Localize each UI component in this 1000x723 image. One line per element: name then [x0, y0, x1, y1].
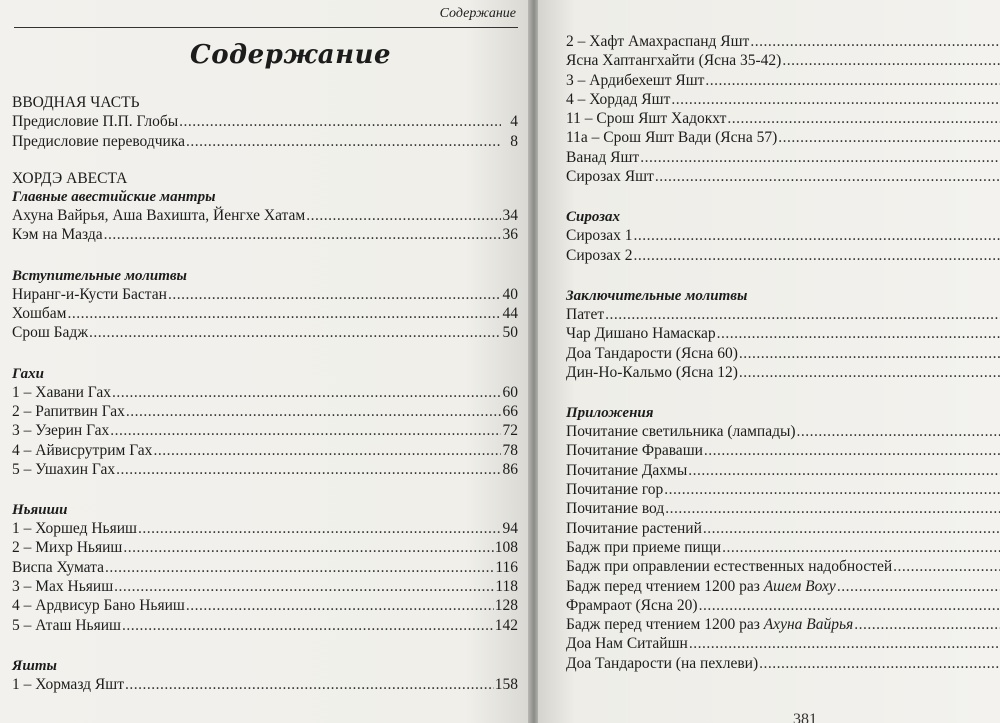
toc-page-number: 78 — [502, 441, 518, 459]
toc-entry-text: Предисловие переводчика — [12, 132, 186, 150]
toc-page-number: 86 — [502, 460, 518, 478]
toc-entry — [566, 148, 1000, 167]
toc-entry — [566, 634, 1000, 653]
toc-entry — [566, 128, 1000, 147]
toc-entry-title — [566, 344, 738, 363]
toc-entry — [12, 577, 518, 596]
toc-right-column — [566, 32, 1000, 673]
section-heading: Вступительные молитвы — [12, 267, 187, 284]
toc-entry-text: 4 – Хордад Яшт — [566, 90, 671, 108]
toc-entry-title — [12, 206, 305, 225]
toc-entry-title — [566, 363, 738, 382]
toc-entry-text: 2 – Михр Ньяиш — [12, 539, 123, 557]
toc-entry-title — [12, 285, 167, 304]
toc-entry-title — [12, 577, 113, 596]
dot-leader — [605, 305, 1000, 324]
toc-entry-text: Доа Тандарости (на пехлеви) — [566, 654, 759, 672]
toc-entry-title — [566, 441, 703, 460]
dot-leader — [717, 324, 1000, 343]
toc-entry-text: Предисловие П.П. Глобы — [12, 113, 179, 131]
toc-entry — [12, 441, 518, 460]
toc-page-number: 128 — [494, 597, 518, 615]
toc-entry-title — [12, 616, 121, 635]
dot-leader — [703, 519, 1000, 538]
toc-entry-title — [12, 441, 152, 460]
section-heading: Гахи — [12, 365, 45, 382]
toc-entry — [566, 461, 1000, 480]
dot-leader — [664, 480, 1000, 499]
toc-entry-text: Сирозах 1 — [566, 227, 633, 245]
section-heading: Яшты — [12, 657, 57, 674]
dot-leader — [854, 615, 1000, 634]
toc-entry-text: Доа Нам Ситайшн — [566, 635, 688, 653]
toc-left-column — [12, 93, 518, 694]
toc-entry-title — [566, 519, 702, 538]
dot-leader — [665, 499, 1000, 518]
toc-entry-title — [566, 71, 704, 90]
dot-leader — [759, 654, 1000, 673]
toc-entry-text: 11а – Срош Яшт Вади (Ясна 57) — [566, 129, 778, 147]
dot-leader — [168, 285, 501, 304]
right-page — [538, 0, 1000, 723]
dot-leader — [640, 148, 1000, 167]
dot-leader — [105, 558, 494, 577]
toc-entry-title — [12, 132, 185, 151]
toc-entry-text: 5 – Аташ Ньяиш — [12, 616, 121, 634]
toc-entry — [12, 558, 518, 577]
toc-entry-text: 11 – Срош Яшт Хадокхт — [566, 110, 727, 128]
toc-entry — [566, 109, 1000, 128]
dot-leader — [186, 132, 501, 151]
toc-entry-text: Почитание растений — [566, 519, 702, 537]
toc-entry — [12, 675, 518, 694]
page-title: Содержание — [190, 40, 392, 70]
dot-leader — [689, 634, 1000, 653]
toc-page-number: 50 — [502, 324, 518, 342]
spacer — [566, 186, 1000, 208]
dot-leader — [67, 304, 501, 323]
toc-entry-text: Бадж при приеме пищи — [566, 538, 722, 556]
toc-entry — [566, 654, 1000, 673]
toc-entry-title — [12, 558, 104, 577]
toc-entry-text: Бадж перед чтением 1200 раз — [566, 577, 764, 595]
dot-leader — [114, 577, 494, 596]
toc-entry-text: Чар Дишано Намаскар — [566, 325, 716, 343]
toc-entry-title — [566, 461, 687, 480]
section-heading: Сирозах — [566, 209, 621, 226]
dot-leader — [116, 460, 501, 479]
toc-entry — [566, 480, 1000, 499]
toc-page-number: 94 — [502, 520, 518, 538]
toc-entry-title — [566, 246, 633, 265]
spacer — [12, 343, 518, 365]
toc-entry — [566, 577, 1000, 596]
toc-entry-text: Почитание Дахмы — [566, 461, 688, 479]
toc-entry — [12, 323, 518, 342]
toc-entry — [566, 519, 1000, 538]
toc-entry — [566, 557, 1000, 576]
dot-leader — [125, 675, 494, 694]
toc-entry-title — [566, 422, 796, 441]
toc-entry-title — [566, 32, 749, 51]
toc-entry-title — [566, 324, 716, 343]
toc-entry-title — [566, 90, 670, 109]
toc-entry — [12, 285, 518, 304]
toc-entry-text: Ясна Хаптангхайти (Ясна 35-42) — [566, 52, 782, 70]
toc-entry-text: Почитание гор — [566, 481, 664, 499]
toc-entry-title — [12, 383, 111, 402]
toc-page-number: 40 — [502, 285, 518, 303]
toc-entry-text: Фрамраот (Ясна 20) — [566, 596, 698, 614]
dot-leader — [688, 461, 1000, 480]
dot-leader — [705, 71, 1000, 90]
toc-entry — [12, 460, 518, 479]
toc-entry — [566, 596, 1000, 615]
toc-entry-text: Срош Бадж — [12, 324, 89, 342]
toc-entry-text: 1 – Хавани Гах — [12, 383, 111, 401]
toc-entry-text: Ванад Яшт — [566, 148, 640, 166]
dot-leader — [126, 402, 501, 421]
toc-entry-text: 4 – Айвисрутрим Гах — [12, 441, 153, 459]
toc-entry-title — [566, 538, 721, 557]
toc-entry-text: Бадж перед чтением 1200 раз — [566, 616, 764, 634]
toc-entry-title — [566, 226, 633, 245]
toc-entry-title — [12, 421, 109, 440]
dot-leader — [186, 596, 494, 615]
toc-entry-title — [566, 148, 639, 167]
header-rule — [14, 27, 518, 28]
spacer — [566, 265, 1000, 287]
toc-entry-title — [12, 323, 88, 342]
dot-leader — [634, 226, 1000, 245]
toc-entry — [12, 206, 518, 225]
spacer — [12, 479, 518, 501]
toc-entry — [566, 344, 1000, 363]
toc-entry-title — [566, 51, 781, 70]
toc-page-number: 60 — [502, 383, 518, 401]
toc-entry — [12, 402, 518, 421]
dot-leader — [104, 225, 501, 244]
toc-entry-text: Кэм на Мазда — [12, 226, 103, 244]
toc-entry — [12, 304, 518, 323]
dot-leader — [704, 441, 1000, 460]
toc-entry — [566, 32, 1000, 51]
dot-leader — [699, 596, 1000, 615]
toc-entry-text: Сирозах 2 — [566, 246, 633, 264]
toc-entry-text: Патет — [566, 305, 605, 323]
spacer — [12, 245, 518, 267]
toc-entry-text: 5 – Ушахин Гах — [12, 460, 116, 478]
dot-leader — [739, 344, 1000, 363]
toc-entry-text: Доа Тандарости (Ясна 60) — [566, 344, 738, 362]
toc-entry-emphasis: Ахуна Вайрья — [763, 616, 854, 634]
toc-entry — [12, 132, 518, 151]
dot-leader — [782, 51, 1000, 70]
toc-entry-text: 3 – Узерин Гах — [12, 422, 110, 440]
part-heading: ВВОДНАЯ ЧАСТЬ — [12, 94, 140, 111]
toc-entry — [12, 519, 518, 538]
section-heading: Главные авестийские мантры — [12, 189, 216, 206]
toc-page-number: 36 — [502, 226, 518, 244]
dot-leader — [727, 109, 1000, 128]
section-heading: Приложения — [566, 405, 654, 422]
toc-entry-title — [12, 675, 124, 694]
toc-entry-text: Виспа Хумата — [12, 558, 104, 576]
toc-entry-title — [566, 499, 664, 518]
toc-entry-text: Сирозах Яшт — [566, 168, 654, 186]
toc-page-number: 118 — [495, 578, 518, 596]
toc-entry-title — [12, 112, 178, 131]
toc-entry-title — [12, 460, 115, 479]
spacer — [12, 635, 518, 657]
toc-entry — [12, 112, 518, 131]
toc-page-number: 34 — [502, 207, 518, 225]
toc-entry-text: 1 – Хормазд Яшт — [12, 675, 124, 693]
toc-entry-title — [566, 634, 688, 653]
toc-entry — [12, 383, 518, 402]
toc-entry-text: Почитание светильника (лампады) — [566, 423, 796, 441]
toc-page-number: 66 — [502, 402, 518, 420]
toc-entry-title — [12, 304, 66, 323]
toc-entry-title — [12, 596, 185, 615]
toc-entry-text: Почитание вод — [566, 500, 665, 518]
toc-entry — [566, 324, 1000, 343]
toc-entry — [566, 167, 1000, 186]
toc-entry-title — [566, 577, 836, 596]
toc-entry-text: 3 – Мах Ньяиш — [12, 578, 114, 596]
dot-leader — [778, 128, 1000, 147]
page-number: 381 — [793, 711, 817, 723]
dot-leader — [153, 441, 501, 460]
dot-leader — [655, 167, 1000, 186]
toc-page-number: 44 — [502, 305, 518, 323]
toc-entry-text: 3 – Ардибехешт Яшт — [566, 71, 705, 89]
dot-leader — [893, 557, 1000, 576]
dot-leader — [722, 538, 1000, 557]
toc-entry — [566, 538, 1000, 557]
toc-page-number: 142 — [494, 616, 518, 634]
toc-entry-text: Бадж при оправлении естественных надобностей — [566, 558, 893, 576]
dot-leader — [739, 363, 1000, 382]
toc-entry-text: Дин-Но-Кальмо (Ясна 12) — [566, 363, 738, 381]
spacer — [12, 151, 518, 169]
toc-entry — [566, 363, 1000, 382]
toc-entry-title — [566, 596, 698, 615]
toc-entry-text: 4 – Ардвисур Бано Ньяиш — [12, 597, 185, 615]
toc-entry-title — [566, 557, 892, 576]
toc-entry — [566, 51, 1000, 70]
toc-entry-title — [12, 538, 122, 557]
toc-entry — [566, 441, 1000, 460]
toc-page-number: 158 — [494, 675, 518, 693]
dot-leader — [797, 422, 1000, 441]
toc-entry — [566, 71, 1000, 90]
toc-entry-text: 2 – Хафт Амахраспанд Яшт — [566, 33, 750, 50]
toc-entry-text: 2 – Рапитвин Гах — [12, 402, 125, 420]
toc-entry — [566, 305, 1000, 324]
dot-leader — [837, 577, 1000, 596]
dot-leader — [110, 421, 501, 440]
toc-entry-title — [566, 654, 758, 673]
dot-leader — [306, 206, 501, 225]
toc-entry-title — [12, 225, 103, 244]
toc-entry — [12, 616, 518, 635]
toc-page-number: 108 — [494, 539, 518, 557]
toc-entry — [12, 538, 518, 557]
dot-leader — [112, 383, 501, 402]
toc-entry — [566, 226, 1000, 245]
toc-page-number: 4 — [510, 113, 518, 131]
toc-entry — [12, 225, 518, 244]
toc-entry — [12, 596, 518, 615]
toc-entry-title — [566, 615, 853, 634]
toc-entry-emphasis: Ашем Воху — [763, 577, 836, 595]
toc-entry-title — [566, 167, 654, 186]
toc-entry — [566, 90, 1000, 109]
toc-entry-text: Ахуна Вайрья, Аша Вахишта, Йенгхе Хатам — [12, 207, 306, 225]
toc-page-number: 116 — [495, 558, 518, 576]
dot-leader — [179, 112, 501, 131]
toc-entry-title — [12, 402, 125, 421]
toc-entry-title — [566, 305, 604, 324]
toc-entry-title — [566, 128, 777, 147]
toc-entry-text: Хошбам — [12, 305, 67, 323]
toc-entry-title — [12, 519, 137, 538]
dot-leader — [634, 246, 1000, 265]
toc-entry — [566, 499, 1000, 518]
toc-page-number: 72 — [502, 422, 518, 440]
toc-entry — [566, 422, 1000, 441]
dot-leader — [123, 538, 493, 557]
toc-entry-text: Ниранг-и-Кусти Бастан — [12, 285, 167, 303]
spacer — [566, 382, 1000, 404]
toc-entry-title — [566, 480, 663, 499]
toc-entry-title — [566, 109, 726, 128]
section-heading: Заключительные молитвы — [566, 287, 748, 304]
dot-leader — [671, 90, 1000, 109]
toc-entry — [12, 421, 518, 440]
toc-entry-text: Почитание Фраваши — [566, 442, 703, 460]
running-head: Содержание — [439, 6, 516, 21]
dot-leader — [138, 519, 501, 538]
toc-entry — [566, 246, 1000, 265]
toc-page-number: 8 — [510, 132, 518, 150]
toc-entry — [566, 615, 1000, 634]
dot-leader — [750, 32, 1000, 51]
toc-entry-text: 1 – Хоршед Ньяиш — [12, 520, 137, 538]
dot-leader — [89, 323, 501, 342]
section-heading: Ньяиши — [12, 502, 68, 519]
part-heading: ХОРДЭ АВЕСТА — [12, 169, 128, 187]
dot-leader — [122, 616, 494, 635]
